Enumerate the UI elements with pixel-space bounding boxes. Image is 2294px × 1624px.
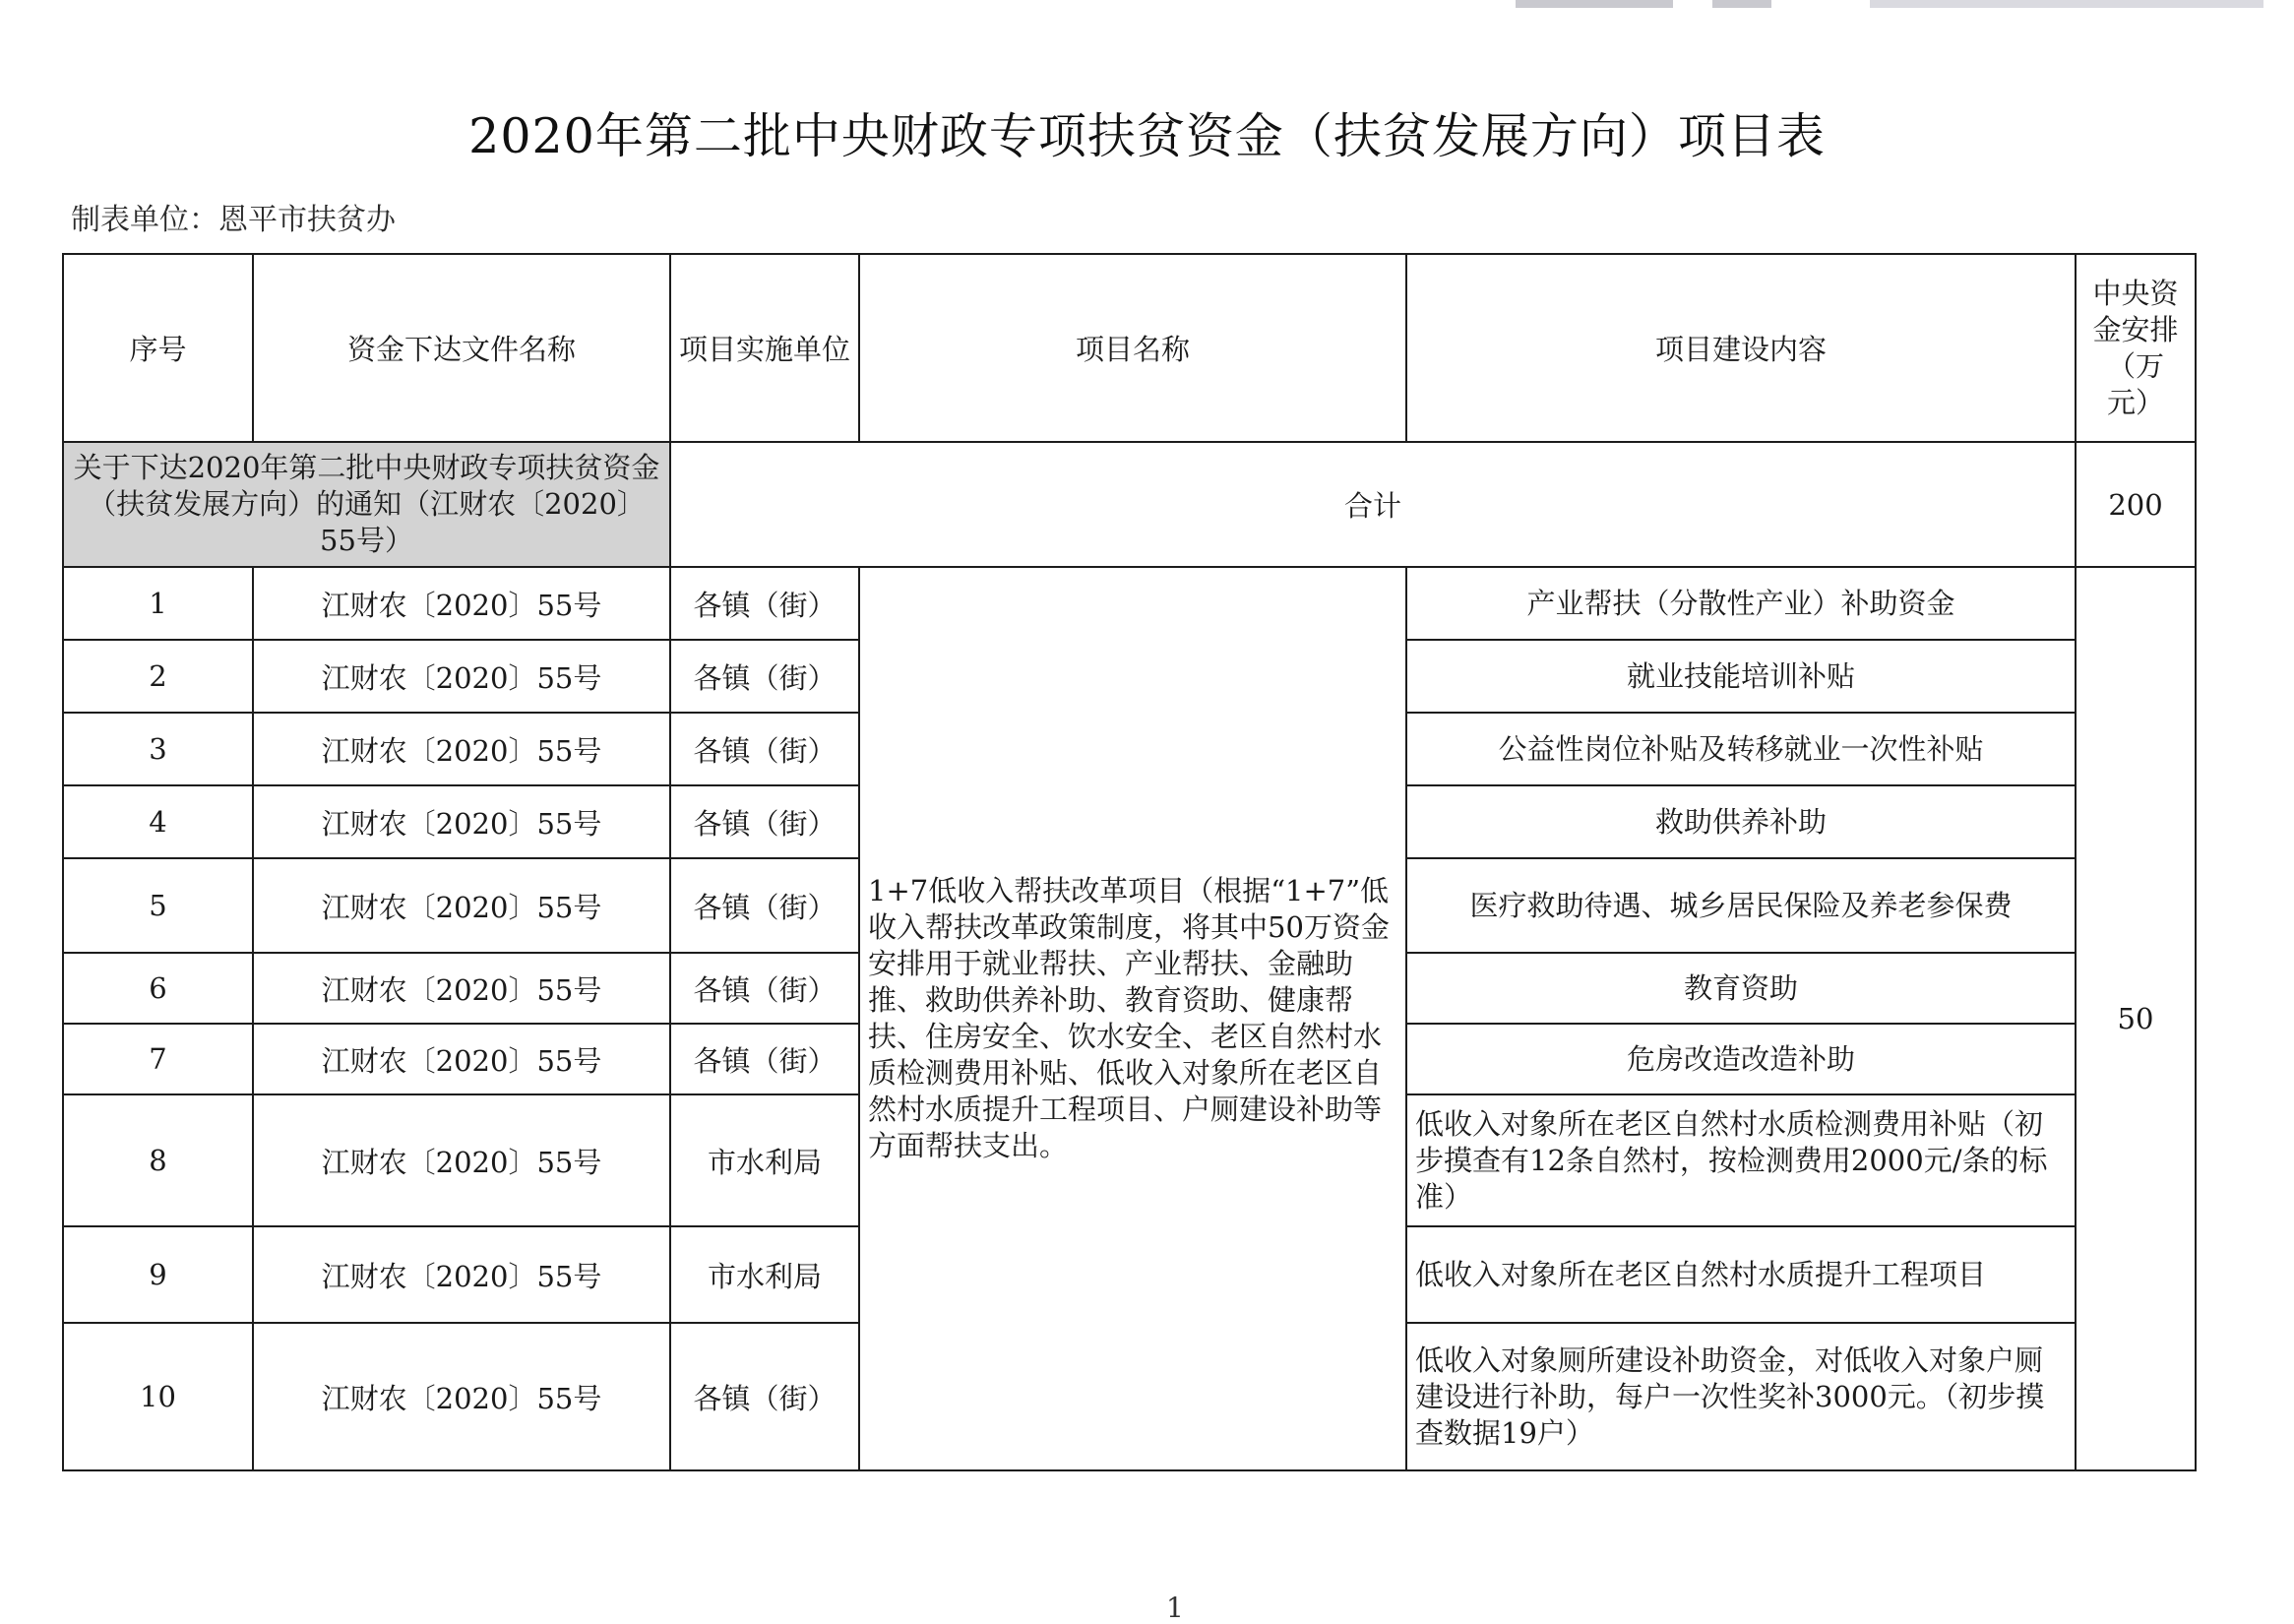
row-doc: 江财农〔2020〕55号 <box>253 1323 670 1470</box>
row-doc: 江财农〔2020〕55号 <box>253 1094 670 1226</box>
row-content: 公益性岗位补贴及转移就业一次性补贴 <box>1406 713 2076 785</box>
row-doc: 江财农〔2020〕55号 <box>253 858 670 953</box>
row-unit: 各镇（街） <box>670 713 859 785</box>
total-amount: 200 <box>2076 442 2196 567</box>
row-content: 教育资助 <box>1406 953 2076 1024</box>
row-doc: 江财农〔2020〕55号 <box>253 713 670 785</box>
row-unit: 市水利局 <box>670 1094 859 1226</box>
row-content: 医疗救助待遇、城乡居民保险及养老参保费 <box>1406 858 2076 953</box>
row-unit: 各镇（街） <box>670 567 859 640</box>
row-seq: 10 <box>63 1323 253 1470</box>
document-title: 2020年第二批中央财政专项扶贫资金（扶贫发展方向）项目表 <box>468 108 1826 164</box>
total-row <box>63 442 2196 567</box>
row-doc: 江财农〔2020〕55号 <box>253 953 670 1024</box>
row-unit: 各镇（街） <box>670 785 859 858</box>
row-seq: 7 <box>63 1024 253 1094</box>
row-unit: 各镇（街） <box>670 640 859 713</box>
row-seq: 5 <box>63 858 253 953</box>
row-doc: 江财农〔2020〕55号 <box>253 1226 670 1323</box>
scan-artifact <box>1516 0 1673 8</box>
table-row <box>63 567 2196 640</box>
project-table-container <box>62 253 2195 1471</box>
header-project-name: 项目名称 <box>859 254 1406 442</box>
header-seq: 序号 <box>63 254 253 442</box>
prepared-by-unit: 制表单位：恩平市扶贫办 <box>71 203 396 237</box>
page-number: 1 <box>1166 1592 1184 1624</box>
row-doc: 江财农〔2020〕55号 <box>253 1024 670 1094</box>
scan-artifact <box>1712 0 1771 8</box>
row-seq: 9 <box>63 1226 253 1323</box>
row-seq: 1 <box>63 567 253 640</box>
row-content: 就业技能培训补贴 <box>1406 640 2076 713</box>
row-content: 低收入对象厕所建设补助资金，对低收入对象户厕建设进行补助，每户一次性奖补3000元。（初步摸查数据19户） <box>1406 1323 2076 1470</box>
row-seq: 4 <box>63 785 253 858</box>
header-content: 项目建设内容 <box>1406 254 2076 442</box>
project-table <box>62 253 2197 1471</box>
row-doc: 江财农〔2020〕55号 <box>253 567 670 640</box>
scan-artifact <box>1870 0 2263 8</box>
row-unit: 市水利局 <box>670 1226 859 1323</box>
row-seq: 3 <box>63 713 253 785</box>
row-content: 低收入对象所在老区自然村水质提升工程项目 <box>1406 1226 2076 1323</box>
row-content: 危房改造改造补助 <box>1406 1024 2076 1094</box>
row-unit: 各镇（街） <box>670 858 859 953</box>
row-content: 低收入对象所在老区自然村水质检测费用补贴（初步摸查有12条自然村，按检测费用2000元/条的标准） <box>1406 1094 2076 1226</box>
total-label: 合计 <box>670 442 2076 567</box>
row-seq: 2 <box>63 640 253 713</box>
header-unit: 项目实施单位 <box>670 254 859 442</box>
row-unit: 各镇（街） <box>670 1024 859 1094</box>
row-unit: 各镇（街） <box>670 1323 859 1470</box>
row-unit: 各镇（街） <box>670 953 859 1024</box>
table-header-row <box>63 254 2196 442</box>
funding-notice: 关于下达2020年第二批中央财政专项扶贫资金（扶贫发展方向）的通知（江财农〔2020〕55号） <box>63 442 670 567</box>
header-doc-name: 资金下达文件名称 <box>253 254 670 442</box>
row-content: 产业帮扶（分散性产业）补助资金 <box>1406 567 2076 640</box>
row-seq: 6 <box>63 953 253 1024</box>
row-seq: 8 <box>63 1094 253 1226</box>
shared-fund-amount: 50 <box>2076 567 2196 1470</box>
shared-project-name: 1+7低收入帮扶改革项目（根据“1+7”低收入帮扶改革政策制度，将其中50万资金安排用于就业帮扶、产业帮扶、金融助推、救助供养补助、教育资助、健康帮扶、住房安全、饮水安全、老区自然村水质检测费用补贴、低收入对象所在老区自然村水质提升工程项目、户厕建设补助等方面帮扶支出。 <box>859 567 1406 1470</box>
row-doc: 江财农〔2020〕55号 <box>253 640 670 713</box>
row-doc: 江财农〔2020〕55号 <box>253 785 670 858</box>
header-central-fund: 中央资金安排（万元） <box>2076 254 2196 442</box>
row-content: 救助供养补助 <box>1406 785 2076 858</box>
